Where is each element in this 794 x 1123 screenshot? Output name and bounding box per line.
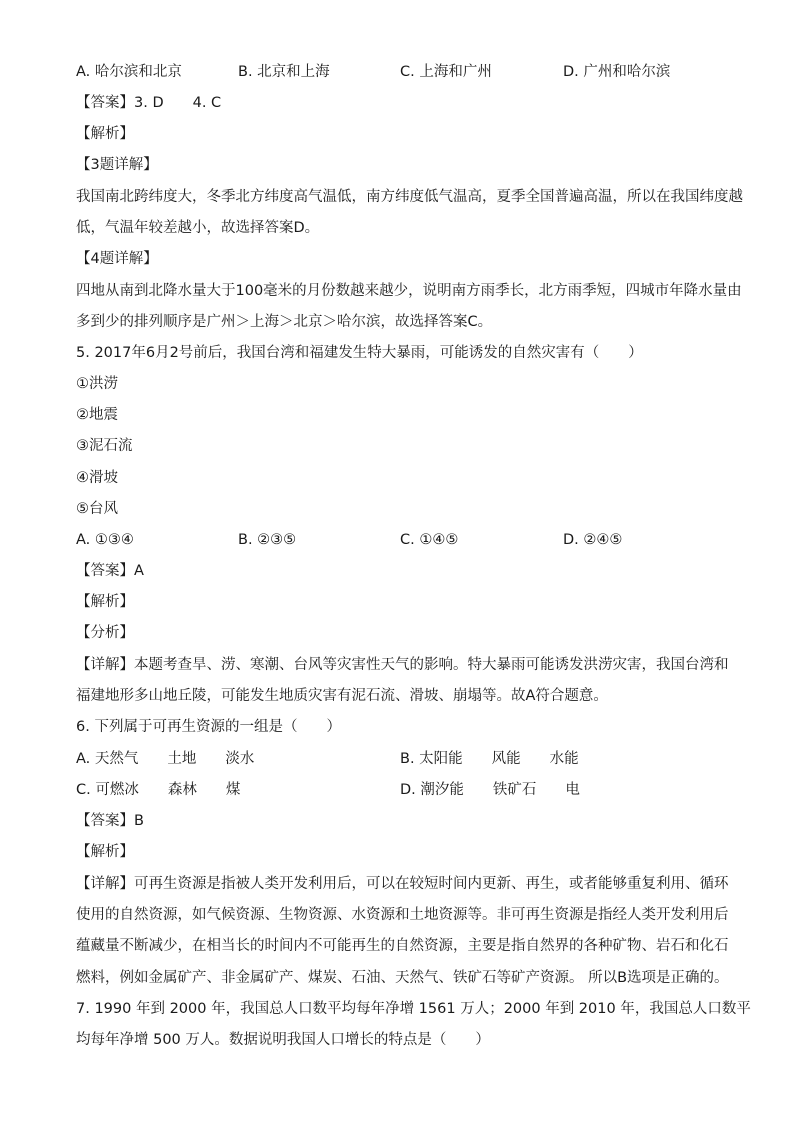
q6-answer: 【答案】B — [76, 813, 144, 829]
q5-answer: 【答案】A — [76, 563, 144, 579]
q34-answer: 【答案】3. D 4. C — [76, 95, 222, 111]
q5-detail-paragraph — [76, 650, 729, 712]
q3-detail-heading: 【3题详解】 — [76, 157, 158, 173]
q6-option-d: D. 潮汐能 铁矿石 电 — [400, 782, 580, 798]
q5-item-5: ⑤台风 — [76, 501, 118, 517]
q5-item-4: ④滑坡 — [76, 470, 118, 486]
q5-option-c: C. ①④⑤ — [400, 532, 459, 548]
q6-detail-line: 蕴藏量不断减少，在相当长的时间内不可能再生的自然资源，主要是指自然界的各种矿物、岩石和化石 — [76, 938, 729, 955]
q6-option-a: A. 天然气 土地 淡水 — [76, 751, 255, 767]
q5-item-2: ②地震 — [76, 407, 118, 423]
q6-stem: 6. 下列属于可再生资源的一组是（ ） — [76, 719, 341, 735]
q5-fenxi-heading: 【分析】 — [76, 625, 134, 641]
q3-detail-line: 低，气温年较差越小，故选择答案D。 — [76, 220, 320, 237]
q6-option-c: C. 可燃冰 森林 煤 — [76, 782, 241, 798]
q5-analysis-heading: 【解析】 — [76, 594, 134, 610]
q4-detail-heading: 【4题详解】 — [76, 251, 158, 267]
q5-option-a: A. ①③④ — [76, 532, 134, 548]
q7-stem — [76, 994, 751, 1056]
q6-detail-paragraph — [76, 869, 729, 994]
q34-option-d: D. 广州和哈尔滨 — [563, 64, 671, 80]
q5-item-1: ①洪涝 — [76, 376, 118, 392]
q5-detail-line: 【详解】本题考查旱、涝、寒潮、台风等灾害性天气的影响。特大暴雨可能诱发洪涝灾害，我国台湾和 — [76, 657, 729, 673]
q5-detail-line: 福建地形多山地丘陵，可能发生地质灾害有泥石流、滑坡、崩塌等。故A符合题意。 — [76, 688, 608, 705]
q34-option-b: B. 北京和上海 — [238, 64, 330, 80]
q4-detail-line: 多到少的排列顺序是广州＞上海＞北京＞哈尔滨，故选择答案C。 — [76, 314, 493, 331]
q5-option-b: B. ②③⑤ — [238, 532, 297, 548]
q6-option-b: B. 太阳能 风能 水能 — [400, 751, 579, 767]
q6-detail-line: 燃料，例如金属矿产、非金属矿产、煤炭、石油、天然气、铁矿石等矿产资源。 所以B选项是正确的。 — [76, 969, 729, 986]
q7-stem-line: 7. 1990 年到 2000 年，我国总人口数平均每年净增 1561 万人；2000 年到 2010 年，我国总人口数平 — [76, 1001, 751, 1017]
q34-option-a: A. 哈尔滨和北京 — [76, 64, 182, 80]
q5-stem: 5. 2017年6月2号前后，我国台湾和福建发生特大暴雨，可能诱发的自然灾害有（ ） — [76, 345, 643, 361]
q5-item-3: ③泥石流 — [76, 438, 133, 454]
q6-detail-line: 使用的自然资源，如气候资源、生物资源、水资源和土地资源等。非可再生资源是指经人类开发利用后 — [76, 907, 729, 924]
q5-option-d: D. ②④⑤ — [563, 532, 623, 548]
q6-analysis-heading: 【解析】 — [76, 844, 134, 860]
q3-detail-line: 我国南北跨纬度大，冬季北方纬度高气温低，南方纬度低气温高，夏季全国普遍高温，所以在我国纬度越 — [76, 189, 743, 205]
q34-analysis-heading: 【解析】 — [76, 126, 134, 142]
q7-stem-line: 均每年净增 500 万人。数据说明我国人口增长的特点是（ ） — [76, 1032, 490, 1049]
q3-detail-paragraph — [76, 182, 743, 244]
q4-detail-line: 四地从南到北降水量大于100毫米的月份数越来越少，说明南方雨季长，北方雨季短，四城市年降水量由 — [76, 283, 742, 299]
q6-detail-line: 【详解】可再生资源是指被人类开发利用后，可以在较短时间内更新、再生，或者能够重复利用、循环 — [76, 876, 729, 892]
q4-detail-paragraph — [76, 276, 742, 338]
q34-option-c: C. 上海和广州 — [400, 64, 492, 80]
